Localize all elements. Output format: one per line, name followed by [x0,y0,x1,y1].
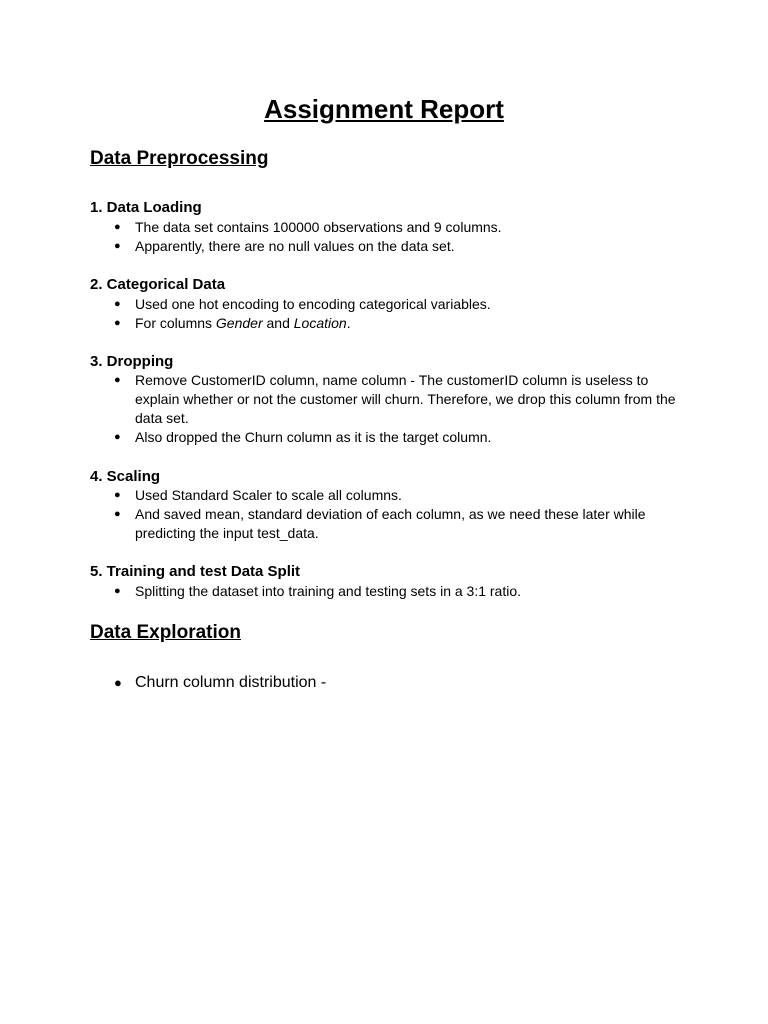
bullet-item: ● And saved mean, standard deviation of each column, as we need these later while predicting the input test_data. [90,505,680,543]
section-heading-data-exploration: Data Exploration [90,622,241,643]
columns-suffix-text: . [346,315,351,331]
subsection-heading-categorical-data: 2. Categorical Data [90,276,226,293]
bullet-item: ● Remove CustomerID column, name column - The customerID column is useless to explain whether or not the customer will churn. Therefore, we drop this column from the data set. [90,371,680,428]
column-name-location: Location [293,315,347,331]
bullet-list-data-exploration [90,672,680,694]
section-heading-data-preprocessing: Data Preprocessing [90,148,269,169]
bullet-list-categorical-data [90,295,680,333]
bullet-item: ● Used Standard Scaler to scale all columns. [90,486,680,505]
bullet-item: ● The data set contains 100000 observations and 9 columns. [90,218,680,237]
columns-prefix-text: For columns [135,315,216,331]
bullet-item: ● Splitting the dataset into training and testing sets in a 3:1 ratio. [90,582,680,601]
columns-mid-text: and [262,315,294,331]
document-title: Assignment Report [264,94,504,124]
subsection-heading-scaling: 4. Scaling [90,468,161,485]
bullet-item: ● Used one hot encoding to encoding categorical variables. [90,295,680,314]
bullet-list-dropping [90,371,680,447]
bullet-item: ● Also dropped the Churn column as it is the target column. [90,428,680,447]
bullet-item-columns [90,314,680,333]
bullet-list-train-test-split [90,582,680,601]
bullet-item: ● Apparently, there are no null values on the data set. [90,237,680,256]
bullet-item: ● Churn column distribution - [90,672,680,694]
subsection-heading-train-test-split: 5. Training and test Data Split [90,563,301,580]
bullet-list-data-loading [90,218,680,256]
bullet-list-scaling [90,486,680,543]
column-name-gender: Gender [215,315,263,331]
subsection-heading-dropping: 3. Dropping [90,353,174,370]
subsection-heading-data-loading: 1. Data Loading [90,199,202,216]
